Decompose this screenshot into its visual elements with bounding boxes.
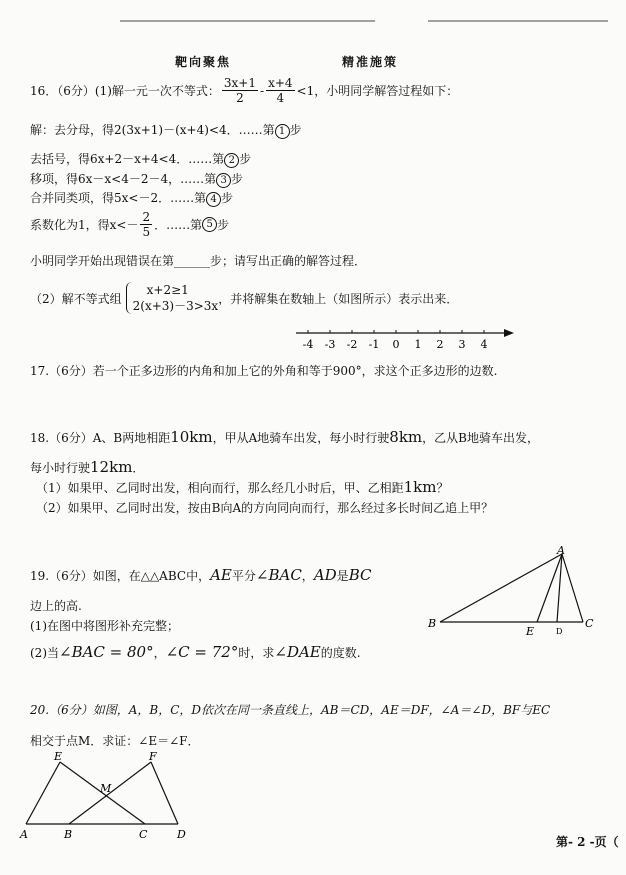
q16-step-1-end: 步: [289, 123, 302, 137]
header-right: 精准施策: [342, 55, 399, 69]
q18-line-2: [30, 458, 144, 476]
q16-step-5-num: 2: [142, 210, 151, 224]
q19-l4-b: ，: [153, 646, 166, 660]
q16-step-1: [30, 121, 302, 139]
side-ab: [440, 554, 562, 622]
q19-l1-a: 19.（6分）如图，在△△ABC中，: [30, 569, 211, 583]
label-b: B: [428, 617, 437, 630]
inequality-2: 2(x+3)－3>3x: [132, 299, 219, 313]
header-left: 靶向聚焦: [175, 55, 232, 69]
label-e: E: [54, 750, 63, 763]
number-line-tick-label: 1: [414, 338, 422, 351]
q16-frac2-num: x+4: [268, 76, 293, 90]
q19-line-2: 边上的高.: [30, 599, 82, 613]
q16-frac2-den: 4: [276, 91, 285, 105]
q16-minus: -: [260, 83, 265, 98]
q20-line-2: 相交于点M．求证：∠E＝∠F．: [30, 734, 200, 748]
q20-figure: [18, 750, 193, 845]
number-line-tick-label: -2: [346, 338, 358, 351]
q19-angle-3: ∠DAE: [274, 643, 321, 661]
q16-part-2-a: （2）解不等式组: [30, 291, 122, 306]
q16-step-5-den: 5: [142, 225, 151, 239]
q16-step-4-number: 4: [206, 192, 221, 207]
q16-step-3-number: 3: [216, 173, 231, 188]
top-scan-mark-right: [428, 20, 608, 22]
q16-part-2-b: ，并将解集在数轴上（如图所示）表示出来．: [218, 291, 459, 306]
q19-ae: AE: [210, 566, 232, 584]
page-number: 第- 2 -页（: [556, 835, 619, 849]
number-line-tick-label: 3: [458, 338, 466, 351]
q17-text: 17.（6分）若一个正多边形的内角和加上它的外角和等于900°，求这个正多边形的边数.: [30, 364, 498, 378]
q16-step-5-text: 系数化为1，得x<－: [30, 218, 139, 232]
triangle-figure: [425, 542, 600, 642]
number-line-tick-label: 4: [480, 338, 488, 351]
segment-fd: [151, 762, 178, 824]
number-line: [290, 322, 520, 354]
q16-step-1-text: 解：去分母，得2(3x+1)－(x+4)<4．……第: [30, 123, 275, 137]
q19-line-1: [30, 566, 371, 584]
number-line-tick-label: 0: [392, 338, 400, 351]
number-line-tick-label: -1: [368, 338, 380, 351]
q18-l2-a: 每小时行驶: [30, 461, 91, 475]
q19-angle-2: ∠C = 72°: [165, 643, 239, 661]
number-line-tick-label: -3: [324, 338, 336, 351]
number-line-tick-label: -4: [302, 338, 314, 351]
q19-l4-d: 的度数.: [320, 646, 361, 660]
q19-angle-bac: ∠BAC: [255, 566, 302, 584]
q16-fraction-2: [266, 76, 294, 105]
q19-sep: ，: [301, 569, 314, 583]
q18-l1-a: 18.（6分）A、B两地相距: [30, 431, 171, 445]
q19-ad: AD: [313, 566, 337, 584]
q19-l4-a: (2)当: [30, 646, 59, 660]
label-d: D: [177, 828, 186, 841]
q19-l4-c: 时，求: [238, 646, 275, 660]
q18-line-4: （2）如果甲、乙同时出发，按由B向A的方向同向而行，那么经过多长时间乙追上甲？: [36, 501, 494, 515]
q18-speed-yi: 12km: [90, 458, 133, 476]
q18-l1-b: ，甲从A地骑车出发，每小时行驶: [212, 431, 390, 445]
q16-step-3: [30, 170, 243, 188]
label-m: M: [100, 782, 112, 795]
q16-fraction-1: [222, 76, 258, 105]
label-f: F: [149, 750, 157, 763]
q16-part-2: [30, 282, 458, 314]
q18-speed-jia: 8km: [389, 428, 423, 446]
side-ac: [562, 554, 583, 622]
label-a: A: [557, 544, 565, 557]
q16-step-5-end: 步: [217, 218, 230, 232]
q16-stem-a: 16．（6分）(1)解一元一次不等式：: [30, 84, 220, 98]
q18-l2-b: ．: [132, 461, 145, 475]
q18-distance-2: 1km: [403, 478, 437, 496]
segment-ae: [26, 762, 60, 824]
q18-line-3: [36, 478, 449, 496]
q16-stem-b: <1，小明同学解答过程如下：: [296, 84, 459, 98]
q16-step-5-text-b: ．……第: [154, 218, 203, 232]
q16-step-4: [30, 189, 233, 207]
q19-l1-b: 平分: [231, 569, 256, 583]
q18-l3-b: ？: [436, 481, 449, 495]
q16-step-2-text: 去括号，得6x+2－x+4<4．……第: [30, 152, 225, 166]
q16-step-4-text: 合并同类项，得5x<－2．……第: [30, 191, 207, 205]
q16-frac1-den: 2: [236, 91, 244, 105]
q16-step-2: [30, 150, 251, 168]
q16-step-3-end: 步: [231, 172, 244, 186]
top-scan-mark-left: [120, 20, 375, 22]
label-e: E: [526, 625, 535, 638]
label-a: A: [20, 828, 28, 841]
q19-l1-c: 是: [336, 569, 349, 583]
q18-line-1: [30, 428, 539, 446]
q16-error-question: 小明同学开始出现错误在第______步；请写出正确的解答过程．: [30, 254, 367, 268]
q16-step-3-text: 移项，得6x－x<4－2－4，……第: [30, 172, 217, 186]
q19-bc: BC: [348, 566, 372, 584]
label-d: D: [556, 627, 563, 636]
q18-l3-a: （1）如果甲、乙同时出发，相向而行，那么经几小时后，甲、乙相距: [36, 481, 404, 495]
label-b: B: [64, 828, 73, 841]
q19-line-3: (1)在图中将图形补充完整；: [30, 619, 179, 633]
q16-step-5-number: 5: [202, 217, 217, 232]
q16-step-5-fraction: [140, 210, 152, 239]
q16-stem: [30, 76, 458, 105]
inequality-1: x+2≥1: [146, 283, 189, 297]
q18-l1-c: ，乙从B地骑车出发，: [422, 431, 539, 445]
label-c: C: [585, 617, 594, 630]
q16-frac1-num: 3x+1: [223, 76, 256, 90]
q16-step-2-number: 2: [224, 153, 239, 168]
q16-step-4-end: 步: [221, 191, 234, 205]
q20-line-1: 20.（6分）如图，A，B，C，D依次在同一条直线上，AB＝CD，AE＝DF，∠A＝∠D，BF与EC: [30, 703, 551, 717]
number-line-tick-label: 2: [436, 338, 444, 351]
inequality-system: [126, 282, 219, 314]
q18-distance: 10km: [170, 428, 213, 446]
q19-angle-1: ∠BAC = 80°: [59, 643, 154, 661]
q16-step-2-end: 步: [239, 152, 252, 166]
label-c: C: [139, 828, 148, 841]
q16-step-5: [30, 210, 229, 239]
q16-step-1-number: 1: [275, 124, 290, 139]
q19-line-4: [30, 643, 361, 661]
